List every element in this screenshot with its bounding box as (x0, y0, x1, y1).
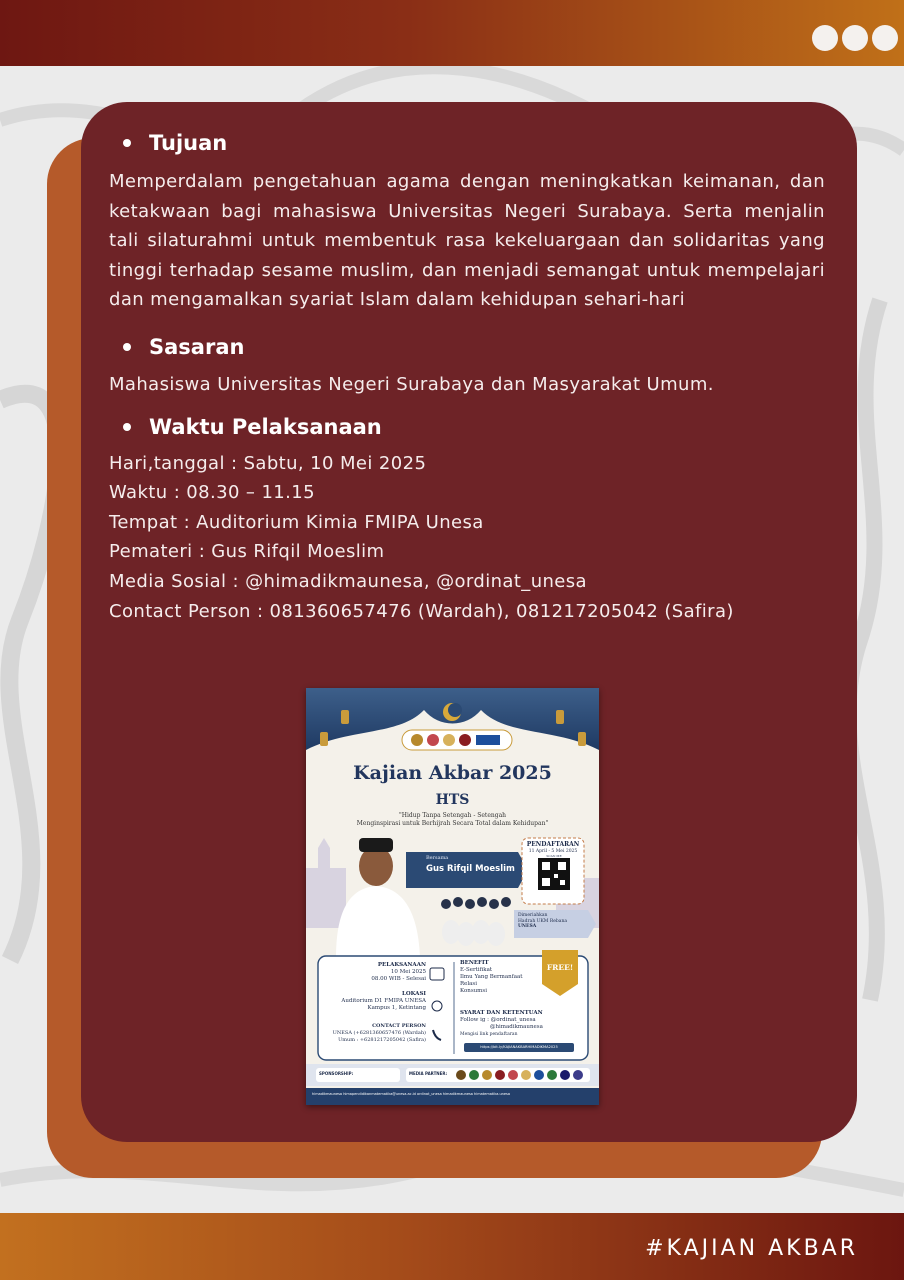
poster-quote-line-2: Menginspirasi untuk Berhijrah Secara Total dalam Kehidupan" (356, 819, 549, 827)
poster-media-partner-label: MEDIA PARTNER: (409, 1071, 448, 1076)
dot-icon (812, 25, 838, 51)
bullet-icon (123, 423, 131, 431)
poster-scan-label: SCAN ME (546, 854, 562, 858)
heading-sasaran-text: Sasaran (149, 334, 245, 359)
poster-location (320, 991, 426, 1012)
poster-benefit-item: Relasi (460, 981, 478, 987)
dot-icon (842, 25, 868, 51)
top-header-bar (0, 0, 904, 66)
detail-place: Tempat : Auditorium Kimia FMIPA Unesa (109, 511, 484, 533)
poster-quote (326, 812, 579, 827)
detail-social: Media Sosial : @himadikmaunesa, @ordinat_unesa (109, 570, 587, 592)
detail-date: Hari,tanggal : Sabtu, 10 Mei 2025 (109, 452, 427, 474)
poster-terms-line-3: Mengisi link pendaftaran (460, 1032, 518, 1037)
bullet-icon (123, 139, 131, 147)
poster-benefit-item: Konsumsi (460, 988, 487, 994)
window-dots (812, 25, 898, 51)
sasaran-paragraph: Mahasiswa Universitas Negeri Surabaya dan Masyarakat Umum. (109, 373, 714, 395)
poster-free-badge: FREE! (546, 963, 574, 972)
poster-schedule-heading: PELAKSANAAN (377, 962, 426, 968)
poster-location-heading: LOKASI (401, 991, 426, 997)
heading-tujuan (109, 128, 825, 158)
poster-contact-line-2: Umum : +6281217205042 (Safira) (338, 1037, 426, 1043)
poster-benefit-item: E-Sertifikat (460, 967, 493, 973)
poster-speaker-label: Bersama (426, 855, 449, 861)
content-body (109, 128, 825, 626)
poster-registration-label: PENDAFTARAN (526, 841, 580, 848)
poster-footer-social: himadikmaunesa himapendidikanmatematika@unesa.ac.id ordinat_unesa himadikmaunesa himatematika.unesa (312, 1092, 511, 1096)
poster-benefit-heading: BENEFIT (460, 960, 489, 966)
tujuan-paragraph: Memperdalam pengetahuan agama dengan meningkatkan keimanan, dan ketakwaan bagi mahasiswa Universitas Negeri Surabaya. Serta menjalin tali silaturahmi untuk membentuk rasa kekeluargaan dan solidaritas yang tinggi terhadap sesame muslim, dan menjadi semangat untuk mempelajari dan mengamalkan syariat Islam dalam kehidupan sehari-hari (109, 171, 825, 311)
detail-time: Waktu : 08.30 – 11.15 (109, 482, 315, 504)
poster-benefits (460, 960, 540, 995)
poster-contact-heading: CONTACT PERSON (372, 1023, 426, 1029)
heading-tujuan-text: Tujuan (149, 131, 228, 155)
poster-subtitle: HTS (435, 792, 470, 808)
poster-schedule-date: 10 Mei 2025 (390, 969, 426, 975)
poster-quote-line-1: "Hidup Tanpa Setengah - Setengah (398, 812, 507, 819)
bullet-icon (123, 343, 131, 351)
poster-contact-line-1: UNESA (+6281360657476 (Wardah) (332, 1030, 426, 1036)
heading-waktu (109, 412, 825, 442)
heading-sasaran (109, 332, 825, 362)
detail-contact: Contact Person : 081360657476 (Wardah), 081217205042 (Safira) (109, 600, 734, 622)
poster-terms-line-2: @himadikmaunesa (490, 1024, 543, 1030)
waktu-details (109, 449, 825, 627)
poster-performers-line-1: Dimeriahkan (518, 913, 548, 918)
poster-link: https://bit.ly/KAJIANAKBARHIMADIKMA2025 (480, 1045, 558, 1049)
dot-icon (872, 25, 898, 51)
poster-sponsorship-label: SPONSORSHIP: (319, 1071, 354, 1076)
poster-terms (460, 1010, 586, 1038)
poster-speaker-name: Gus Rifqil Moeslim (426, 864, 515, 874)
detail-speaker: Pemateri : Gus Rifqil Moeslim (109, 541, 385, 563)
poster-performers-line-3: UNESA (518, 924, 537, 929)
poster-performers-line-2: Hadrah UKM Rebana (518, 918, 568, 924)
event-poster (306, 688, 599, 1105)
poster-schedule (326, 962, 426, 983)
poster-terms-line-1: Follow ig : @ordinat_unesa (460, 1017, 536, 1023)
poster-title: Kajian Akbar 2025 (353, 762, 552, 784)
poster-location-line-2: Kampus 1, Ketintang (367, 1005, 426, 1011)
footer-hashtag: #KAJIAN AKBAR (645, 1236, 858, 1261)
poster-contact (320, 1023, 426, 1044)
poster-performers (518, 913, 567, 930)
heading-waktu-text: Waktu Pelaksanaan (149, 414, 382, 439)
poster-schedule-time: 08.00 WIB - Selesai (371, 976, 426, 982)
poster-registration-dates: 11 April - 5 Mei 2025 (528, 849, 578, 854)
poster-terms-heading: SYARAT DAN KETENTUAN (460, 1010, 543, 1016)
poster-benefit-item: Ilmu Yang Bermanfaat (460, 974, 523, 980)
poster-location-line-1: Auditorium D1 FMIPA UNESA (341, 998, 426, 1004)
